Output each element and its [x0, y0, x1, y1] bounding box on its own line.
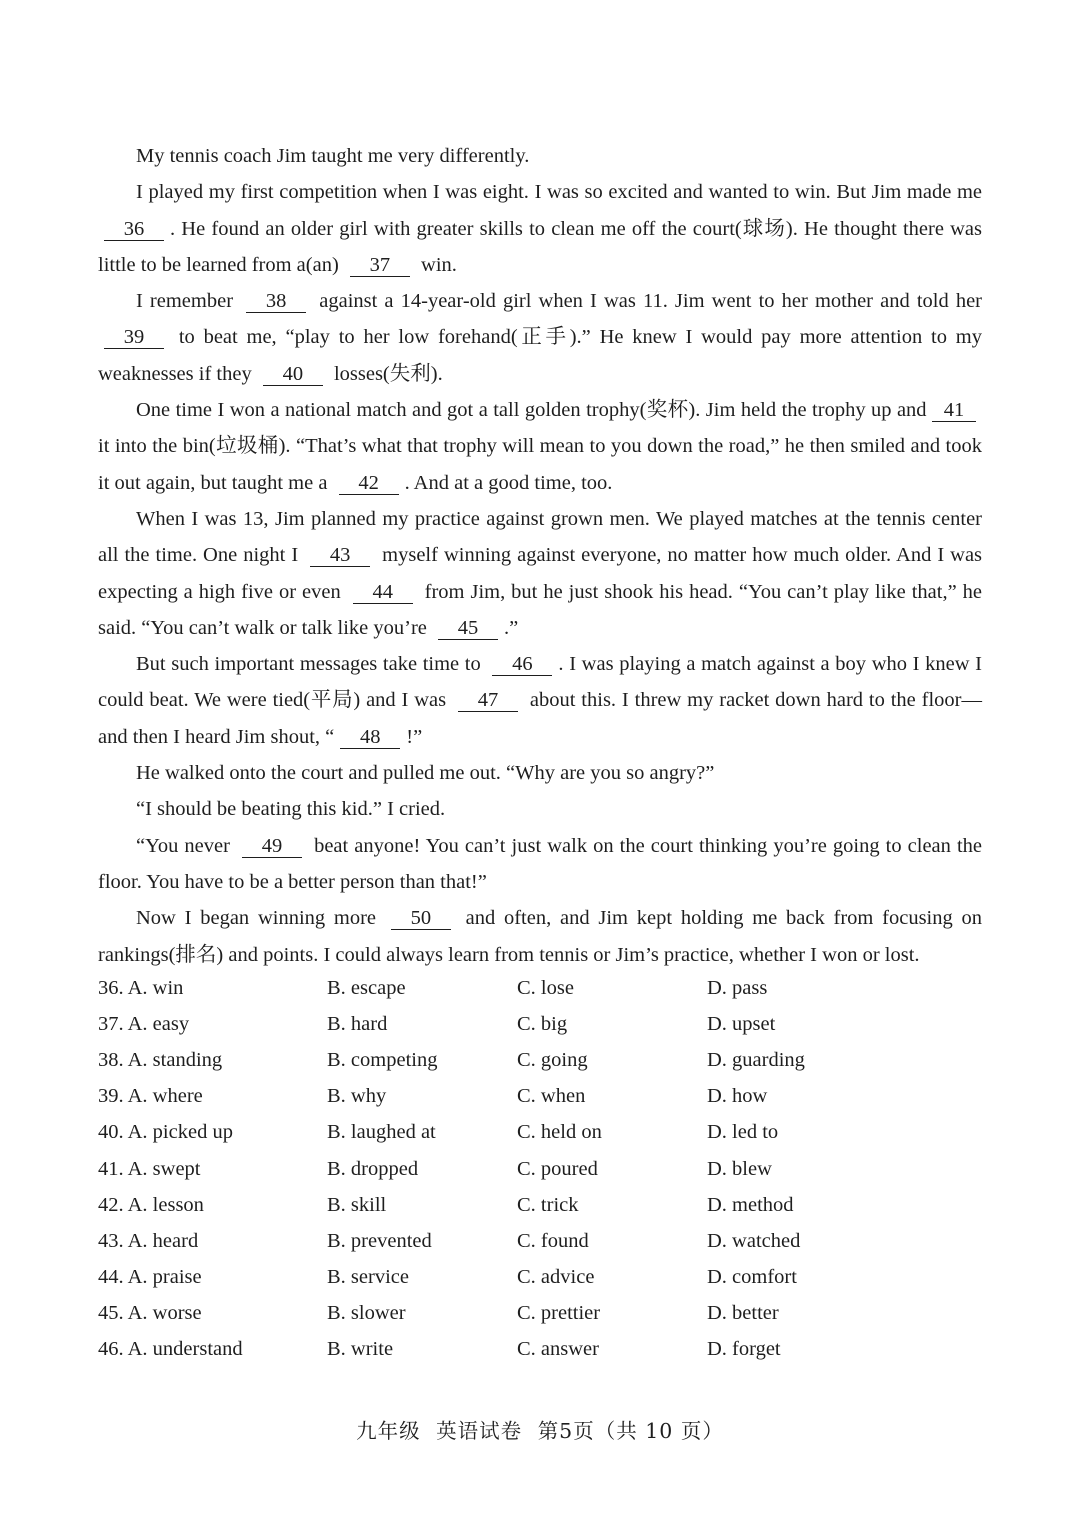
option-b: B. hard: [327, 1012, 388, 1035]
blank-41: 41: [932, 399, 976, 422]
paragraph-text: “I should be beating this kid.” I cried.: [136, 798, 446, 821]
paragraph-text: to beat me, “play to her low forehand(正手).” He knew I would pay more attention to my weaknesses if they: [98, 326, 982, 385]
blank-48: 48: [340, 726, 400, 749]
blank-36: 36: [104, 218, 164, 241]
option-b: B. prevented: [327, 1229, 432, 1252]
paragraph-text: against a 14-year-old girl when I was 11. Jim went to her mother and told her: [319, 290, 982, 313]
option-c: C. going: [517, 1048, 588, 1071]
option-c: C. when: [517, 1085, 586, 1108]
paragraph-text: When I was 13, Jim planned my practice against grown men. We played matches at the tennis center all the time. One night I: [98, 507, 982, 567]
paragraph-text: . I was playing a match against a boy who I knew I could beat. We were tied(平局) and I was: [98, 653, 983, 712]
footer-grade: 九年级: [356, 1419, 421, 1443]
paragraph-text: I remember: [136, 290, 234, 313]
paragraph-text: !”: [406, 725, 423, 748]
option-d: D. forget: [707, 1338, 781, 1361]
option-c: C. advice: [517, 1266, 595, 1289]
paragraph-3: [98, 283, 982, 392]
option-a: 43. A. heard: [98, 1229, 199, 1252]
option-c: C. prettier: [517, 1302, 601, 1325]
paragraph-4: [98, 392, 982, 501]
option-a: 45. A. worse: [98, 1302, 202, 1325]
paragraph-8: [98, 791, 982, 827]
option-row: [98, 1042, 982, 1078]
paragraph-text: Now I began winning more: [136, 907, 377, 930]
paragraph-text: beat anyone! You can’t just walk on the court thinking you’re going to clean the floor. You have to be a better person than that!”: [98, 834, 982, 893]
option-a: 36. A. win: [98, 976, 184, 999]
option-b: B. dropped: [327, 1157, 419, 1180]
blank-42: 42: [339, 472, 399, 495]
option-row: [98, 1223, 982, 1259]
option-d: D. comfort: [707, 1266, 797, 1289]
blank-37: 37: [350, 254, 410, 277]
option-row: [98, 1260, 982, 1296]
option-a: 40. A. picked up: [98, 1121, 233, 1144]
option-a: 38. A. standing: [98, 1048, 223, 1071]
footer-subject: 英语试卷: [436, 1419, 523, 1443]
option-a: 42. A. lesson: [98, 1193, 204, 1216]
option-c: C. poured: [517, 1157, 598, 1180]
option-row: [98, 1079, 982, 1115]
blank-44: 44: [353, 581, 413, 604]
option-d: D. upset: [707, 1012, 776, 1035]
option-b: B. escape: [327, 976, 406, 999]
option-b: B. skill: [327, 1193, 387, 1216]
option-c: C. lose: [517, 976, 574, 999]
option-b: B. service: [327, 1266, 409, 1289]
option-row: [98, 1332, 982, 1368]
paragraph-text: . He found an older girl with greater skills to clean me off the court(球场). He thought there was little to be learned from a(an): [98, 217, 982, 276]
paragraph-text: it into the bin(垃圾桶). “That’s what that trophy will mean to you down the road,” he then smiled and took it out again, but taught me a: [98, 435, 982, 494]
blank-39: 39: [104, 326, 164, 349]
option-d: D. pass: [707, 976, 768, 999]
option-d: D. better: [707, 1302, 779, 1325]
paragraph-text: I played my first competition when I was eight. I was so excited and wanted to win. But Jim made me: [136, 181, 982, 204]
option-row: [98, 970, 982, 1006]
paragraph-text: win.: [421, 253, 457, 276]
paragraph-text: . And at a good time, too.: [404, 471, 613, 494]
option-d: D. how: [707, 1085, 768, 1108]
paragraph-5: [98, 501, 982, 646]
blank-38: 38: [246, 290, 306, 313]
blank-49: 49: [242, 835, 302, 858]
paragraph-text: He walked onto the court and pulled me out. “Why are you so angry?”: [136, 762, 715, 785]
option-d: D. led to: [707, 1121, 779, 1144]
paragraph-text: from Jim, but he just shook his head. “You can’t play like that,” he said. “You can’t walk or talk like you’re: [98, 580, 982, 639]
paragraph-text: about this. I threw my racket down hard to the floor—and then I heard Jim shout, “: [98, 689, 983, 748]
footer-page-number: 第5页（共 10 页）: [537, 1419, 724, 1443]
option-c: C. answer: [517, 1338, 599, 1361]
paragraph-6: [98, 646, 982, 755]
paragraph-7: [98, 755, 982, 791]
option-d: D. guarding: [707, 1048, 805, 1071]
option-d: D. watched: [707, 1229, 801, 1252]
answer-options: [98, 970, 982, 1368]
paragraph-text: and often, and Jim kept holding me back from focusing on rankings(排名) and points. I could always learn from tennis or Jim’s practice, whether I won or lost.: [98, 907, 983, 966]
option-c: C. held on: [517, 1121, 602, 1144]
page-footer: [0, 1414, 1080, 1444]
blank-40: 40: [263, 363, 323, 386]
option-c: C. found: [517, 1229, 589, 1252]
option-b: B. slower: [327, 1302, 406, 1325]
paragraph-text: One time I won a national match and got a tall golden trophy(奖杯). Jim held the trophy up and: [136, 399, 927, 422]
blank-47: 47: [458, 689, 518, 712]
option-a: 39. A. where: [98, 1085, 203, 1108]
option-b: B. why: [327, 1085, 387, 1108]
paragraph-text: My tennis coach Jim taught me very differently.: [136, 145, 530, 167]
option-c: C. trick: [517, 1193, 579, 1216]
option-a: 37. A. easy: [98, 1012, 190, 1035]
paragraph-1: [98, 138, 982, 174]
paragraph-text: “You never: [136, 834, 230, 857]
option-c: C. big: [517, 1012, 568, 1035]
option-a: 44. A. praise: [98, 1266, 202, 1289]
blank-45: 45: [438, 617, 498, 640]
blank-50: 50: [391, 907, 451, 930]
blank-46: 46: [492, 653, 552, 676]
option-d: D. blew: [707, 1157, 772, 1180]
paragraph-2: [98, 174, 982, 283]
option-d: D. method: [707, 1193, 794, 1216]
option-row: [98, 1115, 982, 1151]
option-row: [98, 1187, 982, 1223]
option-a: 46. A. understand: [98, 1338, 243, 1361]
paragraph-text: losses(失利).: [333, 362, 443, 385]
option-b: B. laughed at: [327, 1121, 436, 1144]
paragraph-9: [98, 828, 982, 901]
option-row: [98, 1296, 982, 1332]
option-a: 41. A. swept: [98, 1157, 201, 1180]
option-row: [98, 1151, 982, 1187]
option-b: B. write: [327, 1338, 394, 1361]
blank-43: 43: [310, 544, 370, 567]
cloze-passage: [98, 138, 982, 973]
option-row: [98, 1006, 982, 1042]
paragraph-text: myself winning against everyone, no matter how much older. And I was expecting a high five or even: [98, 544, 983, 603]
paragraph-10: [98, 900, 982, 973]
option-b: B. competing: [327, 1048, 438, 1071]
paragraph-text: But such important messages take time to: [136, 653, 481, 676]
paragraph-text: .”: [504, 616, 519, 639]
